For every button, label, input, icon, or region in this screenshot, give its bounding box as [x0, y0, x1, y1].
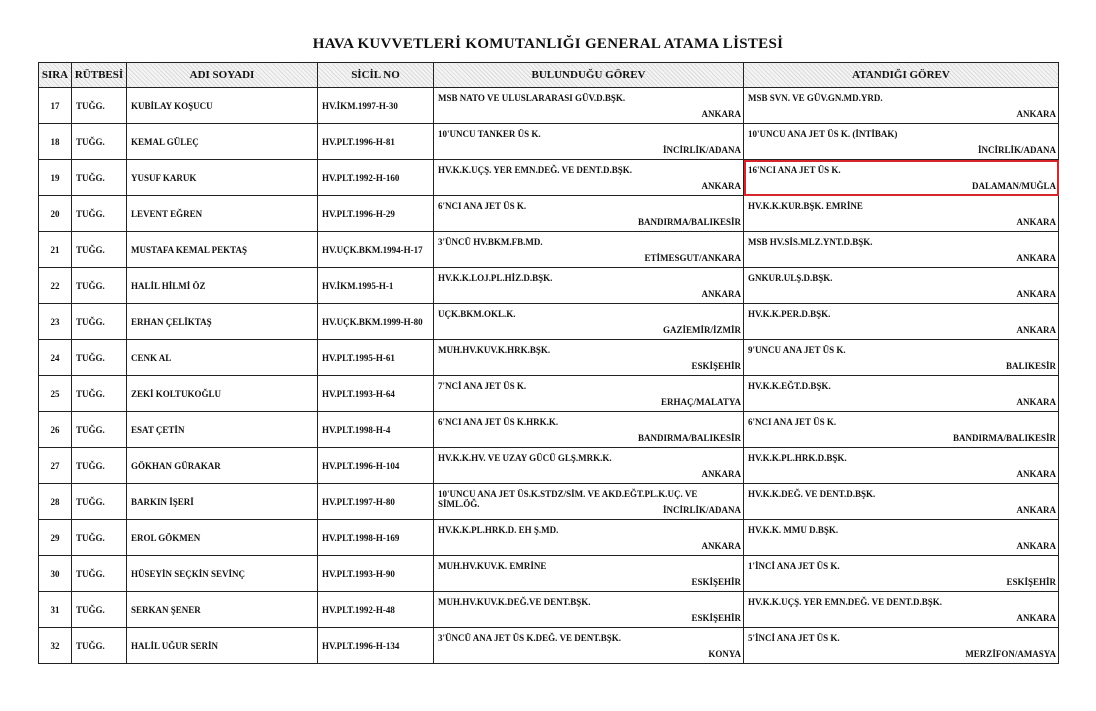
- cell-ad-soyad: ERHAN ÇELİKTAŞ: [127, 304, 318, 340]
- table-row: [39, 232, 1059, 268]
- cell-sicil-no: HV.PLT.1996-H-29: [318, 196, 434, 232]
- location-name: ANKARA: [1016, 613, 1056, 623]
- cell-rutbe: TUĞG.: [72, 124, 127, 160]
- cell-ad-soyad: GÖKHAN GÜRAKAR: [127, 448, 318, 484]
- location-name: ANKARA: [1016, 505, 1056, 515]
- table-body: [39, 88, 1059, 664]
- location-name: ESKİŞEHİR: [691, 361, 741, 371]
- location-name: ANKARA: [701, 469, 741, 479]
- location-name: İNCİRLİK/ADANA: [662, 145, 741, 155]
- location-name: ANKARA: [1016, 289, 1056, 299]
- unit-name: 1'İNCİ ANA JET ÜS K.: [748, 561, 840, 571]
- cell-atandigi-gorev: [744, 484, 1059, 520]
- cell-bulundugu-gorev: [434, 160, 744, 196]
- cell-bulundugu-gorev: [434, 268, 744, 304]
- location-name: BALIKESİR: [1005, 361, 1056, 371]
- unit-name: 10'UNCU ANA JET ÜS K. (İNTİBAK): [748, 129, 898, 139]
- table-row: [39, 268, 1059, 304]
- cell-ad-soyad: BARKIN İŞERİ: [127, 484, 318, 520]
- cell-atandigi-gorev: [744, 196, 1059, 232]
- header-atandigi-gorev: ATANDIĞI GÖREV: [744, 63, 1059, 88]
- location-name: GAZİEMİR/İZMİR: [662, 325, 741, 335]
- header-bulundugu-gorev: BULUNDUĞU GÖREV: [434, 63, 744, 88]
- table-row: [39, 484, 1059, 520]
- cell-atandigi-gorev: [744, 88, 1059, 124]
- cell-sicil-no: HV.PLT.1997-H-80: [318, 484, 434, 520]
- location-name: ANKARA: [701, 181, 741, 191]
- cell-ad-soyad: SERKAN ŞENER: [127, 592, 318, 628]
- location-name: ANKARA: [1016, 397, 1056, 407]
- cell-rutbe: TUĞG.: [72, 412, 127, 448]
- location-name: İNCİRLİK/ADANA: [662, 505, 741, 515]
- cell-bulundugu-gorev: [434, 124, 744, 160]
- location-name: ANKARA: [1016, 469, 1056, 479]
- unit-name: MUH.HV.KUV.K. EMRİNE: [438, 561, 547, 571]
- unit-name: HV.K.K.DEĞ. VE DENT.D.BŞK.: [748, 489, 876, 499]
- cell-ad-soyad: KEMAL GÜLEÇ: [127, 124, 318, 160]
- unit-name: MSB SVN. VE GÜV.GN.MD.YRD.: [748, 93, 883, 103]
- table-row: [39, 520, 1059, 556]
- unit-name: HV.K.K.HV. VE UZAY GÜCÜ GLŞ.MRK.K.: [438, 453, 612, 463]
- location-name: ESKİŞEHİR: [691, 613, 741, 623]
- table-row: [39, 376, 1059, 412]
- table-row: [39, 628, 1059, 664]
- unit-name: 10'UNCU TANKER ÜS K.: [438, 129, 541, 139]
- cell-sira: 27: [39, 448, 72, 484]
- document-title: HAVA KUVVETLERİ KOMUTANLIĞI GENERAL ATAMA LİSTESİ: [312, 36, 784, 52]
- cell-bulundugu-gorev: [434, 304, 744, 340]
- cell-bulundugu-gorev: [434, 484, 744, 520]
- location-name: ANKARA: [1016, 109, 1056, 119]
- cell-rutbe: TUĞG.: [72, 376, 127, 412]
- location-name: ESKİŞEHİR: [691, 577, 741, 587]
- cell-ad-soyad: HALİL HİLMİ ÖZ: [127, 268, 318, 304]
- cell-sicil-no: HV.PLT.1998-H-4: [318, 412, 434, 448]
- location-name: MERZİFON/AMASYA: [965, 649, 1056, 659]
- cell-sira: 18: [39, 124, 72, 160]
- cell-bulundugu-gorev: [434, 520, 744, 556]
- location-name: ETİMESGUT/ANKARA: [644, 253, 741, 263]
- cell-ad-soyad: CENK AL: [127, 340, 318, 376]
- location-name: ERHAÇ/MALATYA: [660, 397, 741, 407]
- location-name: KONYA: [708, 649, 741, 659]
- location-name: ANKARA: [701, 541, 741, 551]
- cell-ad-soyad: LEVENT EĞREN: [127, 196, 318, 232]
- cell-rutbe: TUĞG.: [72, 592, 127, 628]
- cell-ad-soyad: MUSTAFA KEMAL PEKTAŞ: [127, 232, 318, 268]
- cell-rutbe: TUĞG.: [72, 160, 127, 196]
- cell-bulundugu-gorev: [434, 88, 744, 124]
- table-row: [39, 196, 1059, 232]
- cell-sicil-no: HV.PLT.1996-H-81: [318, 124, 434, 160]
- unit-name: HV.K.K.UÇŞ. YER EMN.DEĞ. VE DENT.D.BŞK.: [748, 597, 942, 607]
- table-row: [39, 412, 1059, 448]
- cell-atandigi-gorev: [744, 592, 1059, 628]
- cell-bulundugu-gorev: [434, 412, 744, 448]
- cell-sira: 26: [39, 412, 72, 448]
- cell-sira: 32: [39, 628, 72, 664]
- cell-rutbe: TUĞG.: [72, 556, 127, 592]
- cell-rutbe: TUĞG.: [72, 520, 127, 556]
- location-name: DALAMAN/MUĞLA: [972, 181, 1056, 191]
- cell-bulundugu-gorev: [434, 340, 744, 376]
- cell-bulundugu-gorev: [434, 376, 744, 412]
- cell-sira: 21: [39, 232, 72, 268]
- unit-name: HV.K.K.KUR.BŞK. EMRİNE: [748, 201, 863, 211]
- cell-sicil-no: HV.PLT.1995-H-61: [318, 340, 434, 376]
- cell-ad-soyad: ESAT ÇETİN: [127, 412, 318, 448]
- cell-sicil-no: HV.PLT.1993-H-64: [318, 376, 434, 412]
- cell-sicil-no: HV.PLT.1992-H-48: [318, 592, 434, 628]
- cell-rutbe: TUĞG.: [72, 88, 127, 124]
- table-row: [39, 88, 1059, 124]
- unit-name: 9'UNCU ANA JET ÜS K.: [748, 345, 846, 355]
- cell-ad-soyad: KUBİLAY KOŞUCU: [127, 88, 318, 124]
- cell-atandigi-gorev: [744, 268, 1059, 304]
- unit-name: HV.K.K.PER.D.BŞK.: [748, 309, 831, 319]
- location-name: BANDIRMA/BALIKESİR: [637, 217, 741, 227]
- table-header: [39, 63, 1059, 88]
- unit-name: MUH.HV.KUV.K.DEĞ.VE DENT.BŞK.: [438, 597, 591, 607]
- location-name: ESKİŞEHİR: [1006, 577, 1056, 587]
- cell-atandigi-gorev: [744, 412, 1059, 448]
- cell-ad-soyad: YUSUF KARUK: [127, 160, 318, 196]
- cell-ad-soyad: HÜSEYİN SEÇKİN SEVİNÇ: [127, 556, 318, 592]
- cell-ad-soyad: EROL GÖKMEN: [127, 520, 318, 556]
- cell-sicil-no: HV.İKM.1995-H-1: [318, 268, 434, 304]
- cell-sira: 19: [39, 160, 72, 196]
- cell-bulundugu-gorev: [434, 232, 744, 268]
- table-row: [39, 304, 1059, 340]
- cell-sira: 28: [39, 484, 72, 520]
- cell-sira: 23: [39, 304, 72, 340]
- cell-atandigi-gorev: [744, 160, 1059, 196]
- cell-atandigi-gorev: [744, 448, 1059, 484]
- cell-sicil-no: HV.UÇK.BKM.1994-H-17: [318, 232, 434, 268]
- cell-sira: 29: [39, 520, 72, 556]
- cell-sicil-no: HV.UÇK.BKM.1999-H-80: [318, 304, 434, 340]
- cell-sicil-no: HV.PLT.1996-H-104: [318, 448, 434, 484]
- cell-ad-soyad: ZEKİ KOLTUKOĞLU: [127, 376, 318, 412]
- cell-atandigi-gorev: [744, 304, 1059, 340]
- cell-bulundugu-gorev: [434, 448, 744, 484]
- cell-rutbe: TUĞG.: [72, 448, 127, 484]
- cell-bulundugu-gorev: [434, 592, 744, 628]
- cell-sira: 25: [39, 376, 72, 412]
- location-name: BANDIRMA/BALIKESİR: [952, 433, 1056, 443]
- table-row: [39, 160, 1059, 196]
- unit-name: 6'NCI ANA JET ÜS K.: [438, 201, 527, 211]
- cell-sicil-no: HV.PLT.1996-H-134: [318, 628, 434, 664]
- cell-sicil-no: HV.PLT.1993-H-90: [318, 556, 434, 592]
- table-row: [39, 448, 1059, 484]
- cell-rutbe: TUĞG.: [72, 232, 127, 268]
- cell-sira: 24: [39, 340, 72, 376]
- unit-name: HV.K.K. MMU D.BŞK.: [748, 525, 839, 535]
- table-row: [39, 592, 1059, 628]
- unit-name: 6'NCI ANA JET ÜS K.: [748, 417, 837, 427]
- cell-atandigi-gorev: [744, 628, 1059, 664]
- cell-atandigi-gorev: [744, 520, 1059, 556]
- cell-sira: 30: [39, 556, 72, 592]
- cell-sicil-no: HV.PLT.1992-H-160: [318, 160, 434, 196]
- cell-bulundugu-gorev: [434, 556, 744, 592]
- unit-name: UÇK.BKM.OKL.K.: [438, 309, 516, 319]
- location-name: ANKARA: [1016, 325, 1056, 335]
- location-name: ANKARA: [1016, 541, 1056, 551]
- header-sira: SIRA: [39, 63, 72, 88]
- unit-name: 3'ÜNCÜ ANA JET ÜS K.DEĞ. VE DENT.BŞK.: [438, 633, 622, 643]
- unit-name: MSB NATO VE ULUSLARARASI GÜV.D.BŞK.: [438, 93, 626, 103]
- cell-bulundugu-gorev: [434, 196, 744, 232]
- cell-ad-soyad: HALİL UĞUR SERİN: [127, 628, 318, 664]
- cell-sira: 31: [39, 592, 72, 628]
- unit-name: HV.K.K.PL.HRK.D. EH Ş.MD.: [438, 525, 559, 535]
- cell-sira: 20: [39, 196, 72, 232]
- header-rutbe: RÜTBESİ: [72, 63, 127, 88]
- location-name: ANKARA: [701, 109, 741, 119]
- header-ad-soyad: ADI SOYADI: [127, 63, 318, 88]
- table-row: [39, 556, 1059, 592]
- cell-rutbe: TUĞG.: [72, 304, 127, 340]
- unit-name: 5'İNCİ ANA JET ÜS K.: [748, 633, 840, 643]
- unit-name: 3'ÜNCÜ HV.BKM.FB.MD.: [438, 237, 543, 247]
- location-name: ANKARA: [1016, 217, 1056, 227]
- unit-name: 10'UNCU ANA JET ÜS.K.STDZ/SİM. VE AKD.EĞT.PL.K.UÇ. VE SİML.ÖĞ.: [438, 489, 698, 509]
- unit-name: HV.K.K.EĞT.D.BŞK.: [748, 381, 831, 391]
- unit-name: 6'NCI ANA JET ÜS K.HRK.K.: [438, 417, 559, 427]
- cell-bulundugu-gorev: [434, 628, 744, 664]
- cell-sicil-no: HV.İKM.1997-H-30: [318, 88, 434, 124]
- unit-name: MSB HV.SİS.MLZ.YNT.D.BŞK.: [748, 237, 873, 247]
- cell-sira: 17: [39, 88, 72, 124]
- table-row: [39, 340, 1059, 376]
- assignment-table: [38, 62, 1059, 664]
- unit-name: 7'NCİ ANA JET ÜS K.: [438, 381, 527, 391]
- location-name: ANKARA: [1016, 253, 1056, 263]
- cell-atandigi-gorev: [744, 556, 1059, 592]
- unit-name: GNKUR.ULŞ.D.BŞK.: [748, 273, 833, 283]
- header-sicil-no: SİCİL NO: [318, 63, 434, 88]
- cell-rutbe: TUĞG.: [72, 196, 127, 232]
- unit-name: HV.K.K.PL.HRK.D.BŞK.: [748, 453, 847, 463]
- location-name: ANKARA: [701, 289, 741, 299]
- location-name: İNCİRLİK/ADANA: [977, 145, 1056, 155]
- cell-sira: 22: [39, 268, 72, 304]
- cell-rutbe: TUĞG.: [72, 628, 127, 664]
- unit-name: MUH.HV.KUV.K.HRK.BŞK.: [438, 345, 551, 355]
- header-row: [39, 63, 1059, 88]
- cell-atandigi-gorev: [744, 124, 1059, 160]
- cell-atandigi-gorev: [744, 232, 1059, 268]
- unit-name: HV.K.K.UÇŞ. YER EMN.DEĞ. VE DENT.D.BŞK.: [438, 165, 632, 175]
- location-name: BANDIRMA/BALIKESİR: [637, 433, 741, 443]
- cell-rutbe: TUĞG.: [72, 340, 127, 376]
- cell-atandigi-gorev: [744, 340, 1059, 376]
- cell-rutbe: TUĞG.: [72, 268, 127, 304]
- cell-atandigi-gorev: [744, 376, 1059, 412]
- cell-rutbe: TUĞG.: [72, 484, 127, 520]
- unit-name: HV.K.K.LOJ.PL.HİZ.D.BŞK.: [438, 273, 553, 283]
- unit-name: 16'NCI ANA JET ÜS K.: [748, 165, 841, 175]
- cell-sicil-no: HV.PLT.1998-H-169: [318, 520, 434, 556]
- table-row: [39, 124, 1059, 160]
